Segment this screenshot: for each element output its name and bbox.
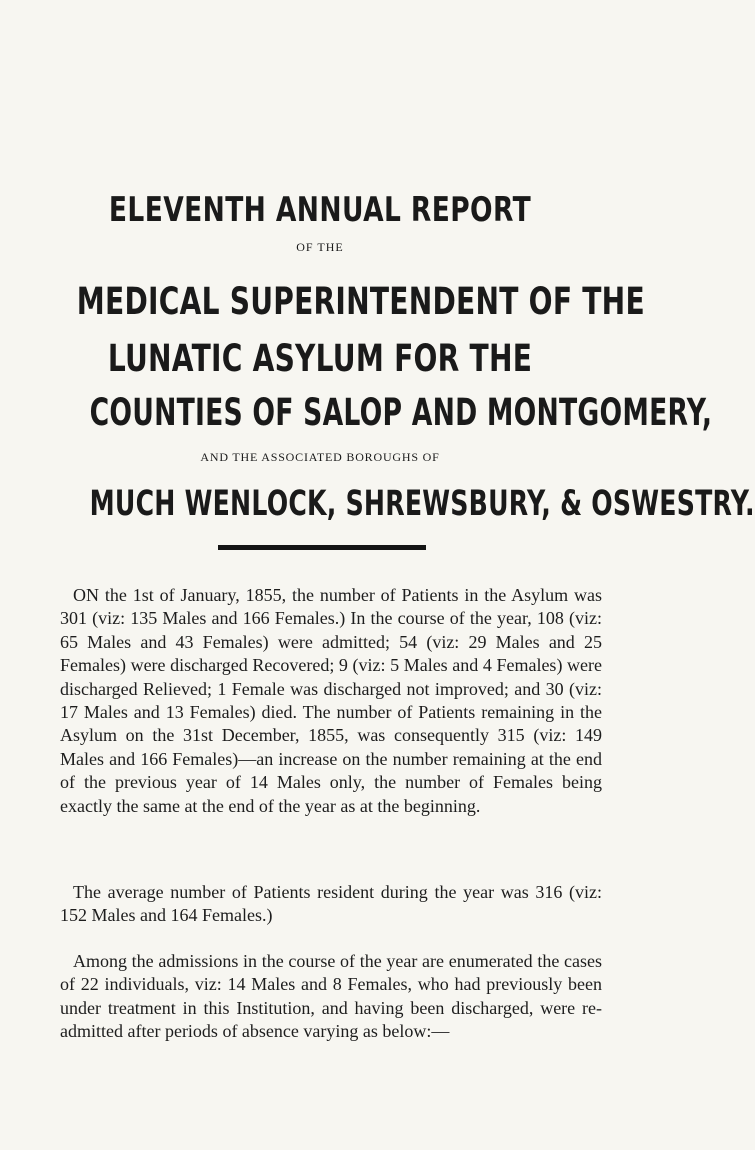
title-line-counties: COUNTIES OF SALOP AND MONTGOMERY, <box>89 391 713 434</box>
title-line-asylum: LUNATIC ASYLUM FOR THE <box>107 337 533 380</box>
associated-boroughs-label: AND THE ASSOCIATED BOROUGHS OF <box>200 450 440 464</box>
title-line-boroughs: MUCH WENLOCK, SHREWSBURY, & OSWESTRY. <box>89 484 755 524</box>
body-paragraph-2: The average number of Patients resident during the year was 316 (viz: 152 Males and 164 Females.) <box>60 882 602 926</box>
title-line-superintendent: MEDICAL SUPERINTENDENT OF THE <box>76 280 645 323</box>
body-paragraph-3: Among the admissions in the course of the year are enumerated the cases of 22 individuals, viz: 14 Males and 8 Females, who had previously been under treatment in this Institution, and having been discharged, were re-admitted after periods of absence varying as below:— <box>60 951 602 1042</box>
report-title: ELEVENTH ANNUAL REPORT <box>108 190 532 230</box>
body-paragraph-1: ON the 1st of January, 1855, the number of Patients in the Asylum was 301 (viz: 135 Males and 166 Females.) In the course of the year, 108 (viz: 65 Males and 43 Females) were admitted; 54 (viz: 29 Males and 25 Females) were discharged Recovered; 9 (viz: 5 Males and 4 Females) were discharged Relieved; 1 Female was discharged not improved; and 30 (viz: 17 Males and 13 Females) died. The number of Patients remaining in the Asylum on the 31st December, 1855, was consequently 315 (viz: 149 Males and 166 Females)—an increase on the number remaining at the end of the previous year of 14 Males only, the number of Females being exactly the same at the end of the year as at the beginning. <box>60 585 602 816</box>
heading-divider <box>218 545 426 550</box>
of-the-label: OF THE <box>296 240 344 254</box>
